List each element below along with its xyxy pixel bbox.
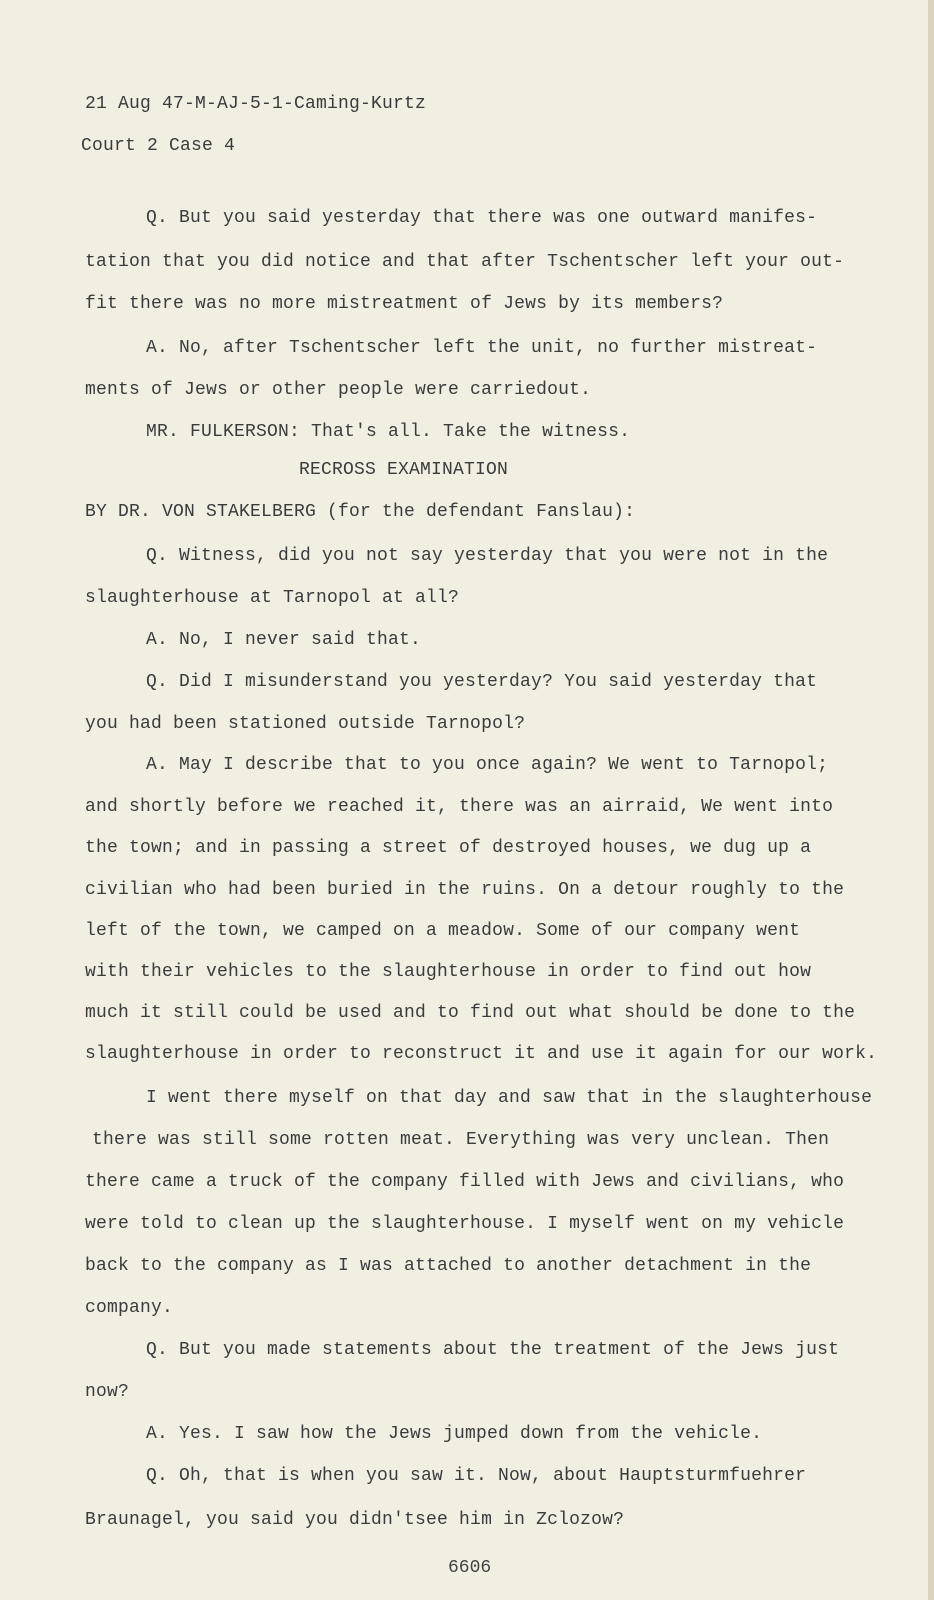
text-line: with their vehicles to the slaughterhouse in order to find out how	[85, 962, 812, 982]
text-line: Braunagel, you said you didn'tsee him in Zclozow?	[85, 1510, 625, 1530]
text-line: ments of Jews or other people were carriedout.	[85, 380, 592, 400]
text-line: MR. FULKERSON: That's all. Take the witness.	[146, 422, 631, 442]
text-line: Q. Did I misunderstand you yesterday? You said yesterday that	[146, 672, 818, 692]
text-line: Q. Oh, that is when you saw it. Now, about Hauptsturmfuehrer	[146, 1466, 807, 1486]
page-number: 6606	[448, 1558, 492, 1578]
header-reference: 21 Aug 47-M-AJ-5-1-Caming-Kurtz	[85, 94, 427, 114]
text-line: slaughterhouse in order to reconstruct it and use it again for our work.	[85, 1044, 878, 1064]
text-line: much it still could be used and to find out what should be done to the	[85, 1003, 856, 1023]
text-line: left of the town, we camped on a meadow. Some of our company went	[85, 921, 801, 941]
text-line: the town; and in passing a street of destroyed houses, we dug up a	[85, 838, 812, 858]
text-line: there came a truck of the company filled with Jews and civilians, who	[85, 1172, 845, 1192]
text-line: you had been stationed outside Tarnopol?	[85, 714, 526, 734]
text-line: civilian who had been buried in the ruins. On a detour roughly to the	[85, 880, 845, 900]
section-heading: RECROSS EXAMINATION	[299, 460, 509, 480]
text-line: now?	[85, 1382, 130, 1402]
text-line: I went there myself on that day and saw that in the slaughterhouse	[146, 1088, 873, 1108]
text-line: Q. But you said yesterday that there was one outward manifes-	[146, 208, 818, 228]
text-line: A. May I describe that to you once again? We went to Tarnopol;	[146, 755, 829, 775]
text-line: A. No, I never said that.	[146, 630, 422, 650]
text-line: Q. But you made statements about the treatment of the Jews just	[146, 1340, 840, 1360]
text-line: slaughterhouse at Tarnopol at all?	[85, 588, 460, 608]
header-court-case: Court 2 Case 4	[81, 136, 236, 156]
text-line: and shortly before we reached it, there was an airraid, We went into	[85, 797, 834, 817]
text-line: back to the company as I was attached to another detachment in the	[85, 1256, 812, 1276]
text-line: Q. Witness, did you not say yesterday that you were not in the	[146, 546, 829, 566]
text-line: fit there was no more mistreatment of Jews by its members?	[85, 294, 724, 314]
text-line: there was still some rotten meat. Everything was very unclean. Then	[92, 1130, 830, 1150]
text-line: company.	[85, 1298, 174, 1318]
text-line: A. No, after Tschentscher left the unit, no further mistreat-	[146, 338, 818, 358]
text-line: were told to clean up the slaughterhouse. I myself went on my vehicle	[85, 1214, 845, 1234]
text-line: A. Yes. I saw how the Jews jumped down from the vehicle.	[146, 1424, 763, 1444]
text-line: tation that you did notice and that after Tschentscher left your out-	[85, 252, 845, 272]
text-line: BY DR. VON STAKELBERG (for the defendant Fanslau):	[85, 502, 636, 522]
